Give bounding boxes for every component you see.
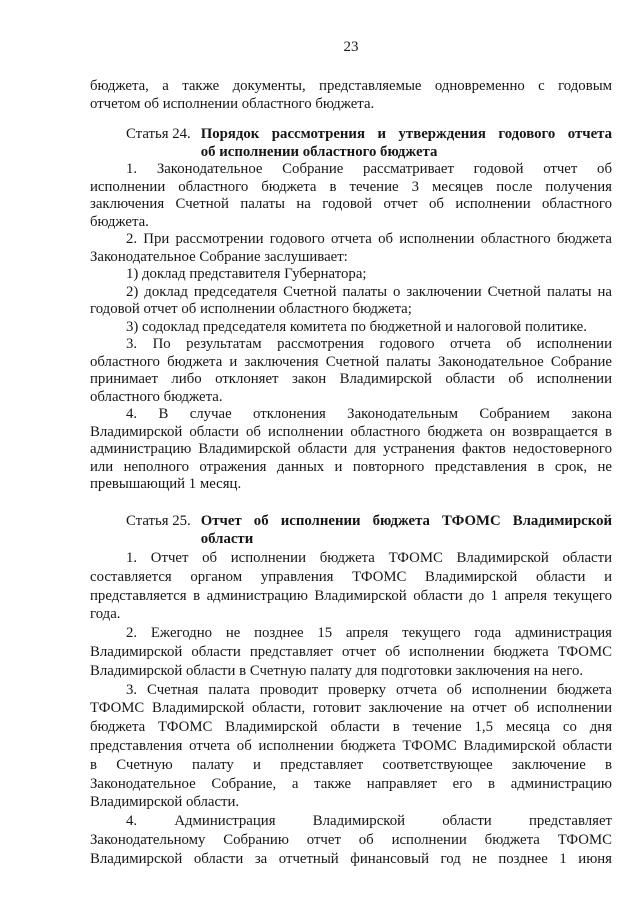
article-title [201,512,612,550]
paragraph [90,231,612,266]
paragraph-line: заключения Счетной палаты на годовой отчет об исполнении областного [90,196,612,212]
section-article-25 [90,512,612,869]
paragraph-line: 4. В случае отклонения Законодательным Собранием закона [126,406,612,422]
paragraph-line: Законодательное Собрание, а также направляет его в администрацию [90,775,612,792]
paragraph-line: Владимирской области в Счетную палату для подготовки заключения на него. [90,662,584,679]
paragraph-line: администрацию Владимирской области для устранения фактов недостоверного [90,441,612,457]
paragraph-line: представления отчета об исполнении бюджета ТФОМС Владимирской области [90,738,612,755]
paragraph [90,812,612,868]
article-title [201,126,612,161]
paragraph-line: исполнении областного бюджета в течение 3 месяцев после получения [90,178,612,195]
paragraph [90,624,612,680]
paragraph-line: 2. Ежегодно не позднее 15 апреля текущего года администрация [126,625,612,642]
paragraph-line: в Счетную палату и представляет соответствующее заключение в [90,756,612,773]
article-label: Статья 24. [126,126,191,142]
article-heading [90,126,612,161]
paragraph-line: Законодательному Собранию отчет об исполнении бюджета ТФОМС [90,832,612,849]
paragraph-line: Владимирской области представляет отчет об исполнении бюджета ТФОМС [90,644,612,661]
paragraph-line: 4. Администрация Владимирской области представляет [126,813,612,830]
paragraph-line: 3. Счетная палата проводит проверку отчета об исполнении бюджета [126,681,612,698]
paragraph-line: ТФОМС Владимирской области, готовит заключение на отчет об исполнении [90,700,612,717]
paragraph-line: или неполного отражения данных и повторного представления в срок, не [90,458,612,475]
page-number: 23 [343,39,359,55]
paragraph-line: 3. По результатам рассмотрения годового отчета об исполнении [126,336,612,352]
paragraph-line: года. [90,606,121,623]
paragraph-line: 1) доклад представителя Губернатора; [126,266,367,282]
paragraph-line: бюджета, а также документы, представляемые одновременно с годовым [90,78,612,94]
paragraph-line: 1. Законодательное Собрание рассматривает годовой отчет об [126,161,612,177]
document-page [90,38,612,869]
paragraph-line: бюджета. [90,213,149,230]
paragraph [90,681,612,813]
section-article-24 [90,78,612,494]
article-title-line: об исполнении областного бюджета [200,143,438,160]
paragraph-line: представляется в администрацию Владимирской области до 1 апреля текущего [90,587,612,604]
paragraph-line: принимает либо отклоняет закон Владимирской области об исполнении [90,371,612,387]
article-title-line: Отчет об исполнении бюджета ТФОМС Владимирской [200,512,612,529]
list-item [90,266,612,284]
paragraph [90,336,612,406]
list-item [90,319,612,337]
paragraph-line: 1. Отчет об исполнении бюджета ТФОМС Владимирской области [126,550,612,567]
article-label: Статья 25. [126,512,191,529]
paragraph-continuation [90,78,612,113]
paragraph-line: составляется органом управления ТФОМС Владимирской области и [90,568,612,585]
paragraph [90,161,612,231]
paragraph-line: Законодательное Собрание заслушивает: [90,248,348,265]
article-heading [90,512,612,550]
article-title-line: Порядок рассмотрения и утверждения годового отчета [200,126,612,142]
paragraph-line: Владимирской области. [90,794,240,811]
paragraph-line: Владимирской области за отчетный финансовый год не позднее 1 июня [90,850,612,867]
paragraph-line: областного бюджета. [90,388,223,405]
list-item [90,284,612,319]
paragraph-line: превышающий 1 месяц. [90,476,242,492]
paragraph [90,406,612,494]
paragraph-line: бюджета ТФОМС Владимирской области в течение 1,5 месяца со дня [90,719,612,736]
paragraph-line: 2) доклад председателя Счетной палаты о заключении Счетной палаты на [126,283,612,300]
paragraph [90,549,612,624]
paragraph-line: отчетом об исполнении областного бюджета. [90,95,375,112]
paragraph-line: годовой отчет об исполнении областного бюджета; [90,301,412,317]
article-title-line: области [200,531,254,548]
paragraph-line: 3) содоклад председателя комитета по бюджетной и налоговой политике. [126,318,587,335]
paragraph-line: областного бюджета и заключения Счетной палаты Законодательное Собрание [90,353,612,370]
paragraph-line: Владимирской области об исполнении областного бюджета он возвращается в [90,423,612,440]
paragraph-line: 2. При рассмотрении годового отчета об исполнении областного бюджета [126,231,612,247]
